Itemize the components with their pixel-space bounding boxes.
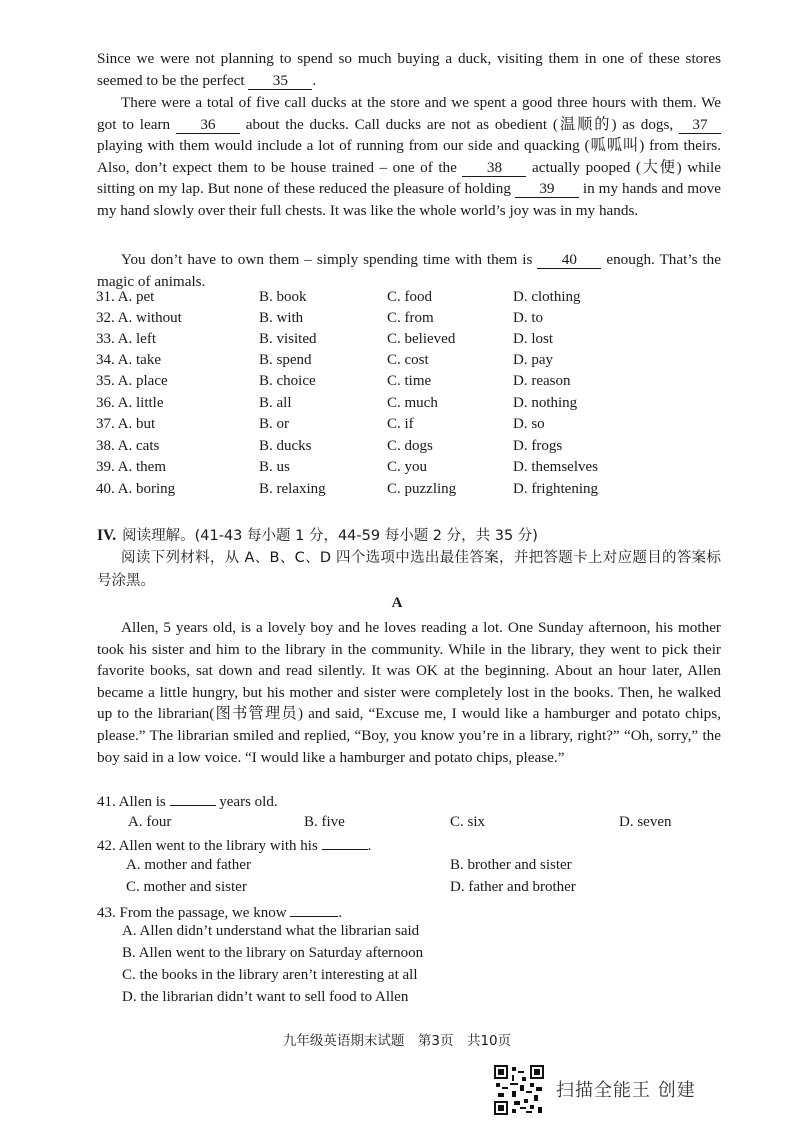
cloze-paragraph-1 bbox=[97, 48, 721, 91]
option-a: 36. A. little bbox=[96, 395, 164, 411]
question-stem-end: . bbox=[367, 838, 372, 854]
question-43 bbox=[97, 902, 342, 922]
cloze-text: enough. That’s the magic of animals. bbox=[97, 251, 722, 290]
page-footer: 九年级英语期末试题 第3页 共10页 bbox=[282, 1033, 512, 1049]
option-a: 33. A. left bbox=[96, 331, 156, 347]
option-b: B. relaxing bbox=[259, 481, 326, 497]
option-b: B. spend bbox=[259, 352, 312, 368]
cloze-text: . bbox=[312, 71, 317, 89]
option-row-32 bbox=[96, 310, 716, 331]
option-c: C. if bbox=[387, 416, 414, 432]
passage-label: A bbox=[391, 595, 403, 611]
cloze-paragraph-3 bbox=[97, 249, 721, 292]
q42-option-a: A. mother and father bbox=[126, 857, 251, 873]
option-row-38 bbox=[96, 438, 716, 459]
answer-blank bbox=[322, 835, 368, 850]
option-row-35 bbox=[96, 373, 716, 394]
q42-option-b: B. brother and sister bbox=[450, 857, 572, 873]
q43-option-b: B. Allen went to the library on Saturday afternoon bbox=[122, 945, 424, 961]
question-stem: 41. Allen is bbox=[97, 794, 166, 810]
qr-code-icon bbox=[494, 1065, 544, 1115]
question-stem: 43. From the passage, we know bbox=[97, 905, 287, 921]
q42-option-c: C. mother and sister bbox=[126, 879, 247, 895]
q41-option-a: A. four bbox=[128, 814, 172, 830]
section-number: IV. bbox=[97, 527, 117, 544]
option-c: C. from bbox=[387, 310, 434, 326]
option-c: C. time bbox=[387, 373, 432, 389]
question-stem-end: . bbox=[338, 905, 343, 921]
option-b: B. or bbox=[259, 416, 289, 432]
blank-37: 37 bbox=[679, 117, 721, 134]
option-a: 37. A. but bbox=[96, 416, 156, 432]
answer-blank bbox=[170, 791, 216, 806]
option-b: B. ducks bbox=[259, 438, 312, 454]
option-d: D. clothing bbox=[513, 289, 581, 305]
option-d: D. themselves bbox=[513, 459, 598, 475]
option-row-40 bbox=[96, 481, 716, 502]
q42-option-d: D. father and brother bbox=[450, 879, 576, 895]
option-a: 39. A. them bbox=[96, 459, 166, 475]
blank-39: 39 bbox=[515, 181, 579, 198]
option-d: D. pay bbox=[513, 352, 553, 368]
option-a: 38. A. cats bbox=[96, 438, 160, 454]
cloze-text: in my hands and move my hand slowly over their full chests. It was like the whole world’s joy was in my hands. bbox=[97, 180, 721, 219]
option-a: 35. A. place bbox=[96, 373, 168, 389]
option-d: D. to bbox=[513, 310, 543, 326]
blank-40: 40 bbox=[537, 252, 601, 269]
section-instruction: 阅读下列材料，从 A、B、C、D 四个选项中选出最佳答案，并把答题卡上对应题目的答案标号涂黑。 bbox=[97, 550, 721, 589]
option-c: C. believed bbox=[387, 331, 456, 347]
cloze-paragraph-2 bbox=[97, 92, 721, 222]
option-c: C. much bbox=[387, 395, 438, 411]
option-b: B. with bbox=[259, 310, 304, 326]
cloze-text: You don’t have to own them – simply spending time with them is bbox=[121, 251, 533, 268]
option-b: B. visited bbox=[259, 331, 317, 347]
q41-option-c: C. six bbox=[450, 814, 486, 830]
option-d: D. frightening bbox=[513, 481, 598, 497]
option-d: D. nothing bbox=[513, 395, 578, 411]
q43-option-a: A. Allen didn’t understand what the librarian said bbox=[122, 923, 420, 939]
option-d: D. so bbox=[513, 416, 545, 432]
section-heading bbox=[97, 524, 538, 545]
option-row-36 bbox=[96, 395, 716, 416]
option-b: B. all bbox=[259, 395, 292, 411]
question-stem: 42. Allen went to the library with his bbox=[97, 838, 318, 854]
cloze-text: playing with them would include a lot of running from our side and quacking (呱呱叫) from theirs. Also, don’t expect them to be house trained – one of the bbox=[97, 137, 721, 176]
option-a: 34. A. take bbox=[96, 352, 161, 368]
option-b: B. choice bbox=[259, 373, 316, 389]
q41-option-d: D. seven bbox=[619, 814, 672, 830]
option-row-31 bbox=[96, 289, 716, 310]
option-b: B. book bbox=[259, 289, 307, 305]
option-row-39 bbox=[96, 459, 716, 480]
cloze-text: about the ducks. Call ducks are not as obedient (温顺的) as dogs, bbox=[245, 115, 674, 133]
option-row-37 bbox=[96, 416, 716, 437]
option-row-33 bbox=[96, 331, 716, 352]
option-c: C. puzzling bbox=[387, 481, 457, 497]
cloze-text: Since we were not planning to spend so much buying a duck, visiting them in one of these stores seemed to be the perfect bbox=[97, 50, 721, 89]
q41-option-b: B. five bbox=[304, 814, 345, 830]
option-b: B. us bbox=[259, 459, 290, 475]
option-c: C. cost bbox=[387, 352, 429, 368]
option-row-34 bbox=[96, 352, 716, 373]
q43-option-c: C. the books in the library aren’t interesting at all bbox=[122, 967, 418, 983]
question-42 bbox=[97, 835, 371, 855]
blank-38: 38 bbox=[462, 160, 526, 177]
option-a: 40. A. boring bbox=[96, 481, 176, 497]
option-a: 31. A. pet bbox=[96, 289, 155, 305]
blank-35: 35 bbox=[248, 73, 312, 90]
option-c: C. food bbox=[387, 289, 432, 305]
option-c: C. you bbox=[387, 459, 428, 475]
q43-option-d: D. the librarian didn’t want to sell food to Allen bbox=[122, 989, 409, 1005]
cloze-text: actually pooped (大便) while sitting on my lap. But none of these reduced the pleasure of holding bbox=[97, 158, 722, 198]
option-d: D. lost bbox=[513, 331, 554, 347]
option-d: D. frogs bbox=[513, 438, 563, 454]
section-title: 阅读理解。(41-43 每小题 1 分，44-59 每小题 2 分，共 35 分) bbox=[122, 528, 538, 544]
option-d: D. reason bbox=[513, 373, 571, 389]
question-stem-end: years old. bbox=[219, 794, 278, 810]
question-41 bbox=[97, 791, 278, 811]
cloze-text: There were a total of five call ducks at the store and we spent a good three hours with them. We got to learn bbox=[97, 94, 721, 133]
answer-blank bbox=[290, 902, 338, 917]
scanner-watermark: 扫描全能王 创建 bbox=[556, 1080, 696, 1101]
passage-text: Allen, 5 years old, is a lovely boy and he loves reading a lot. One Sunday afternoon, his mother took his sister and him to the library in the community. While in the library, they went to pick their favorite books, sat down and read silently. It was OK at the beginning. About an hour later, Allen became a little hungry, but his mother and sister were completely lost in the books. Then, he walked up to the librarian(图书管理员) and said, “Excuse me, I would like a hamburger and potato chips, please.” The librarian smiled and replied, “Boy, you know you’re in a library, right?” “Oh, sorry,” the boy said in a low voice. “I would like a hamburger and potato chips, please.” bbox=[97, 619, 721, 766]
blank-36: 36 bbox=[176, 117, 240, 134]
option-c: C. dogs bbox=[387, 438, 433, 454]
option-a: 32. A. without bbox=[96, 310, 182, 326]
